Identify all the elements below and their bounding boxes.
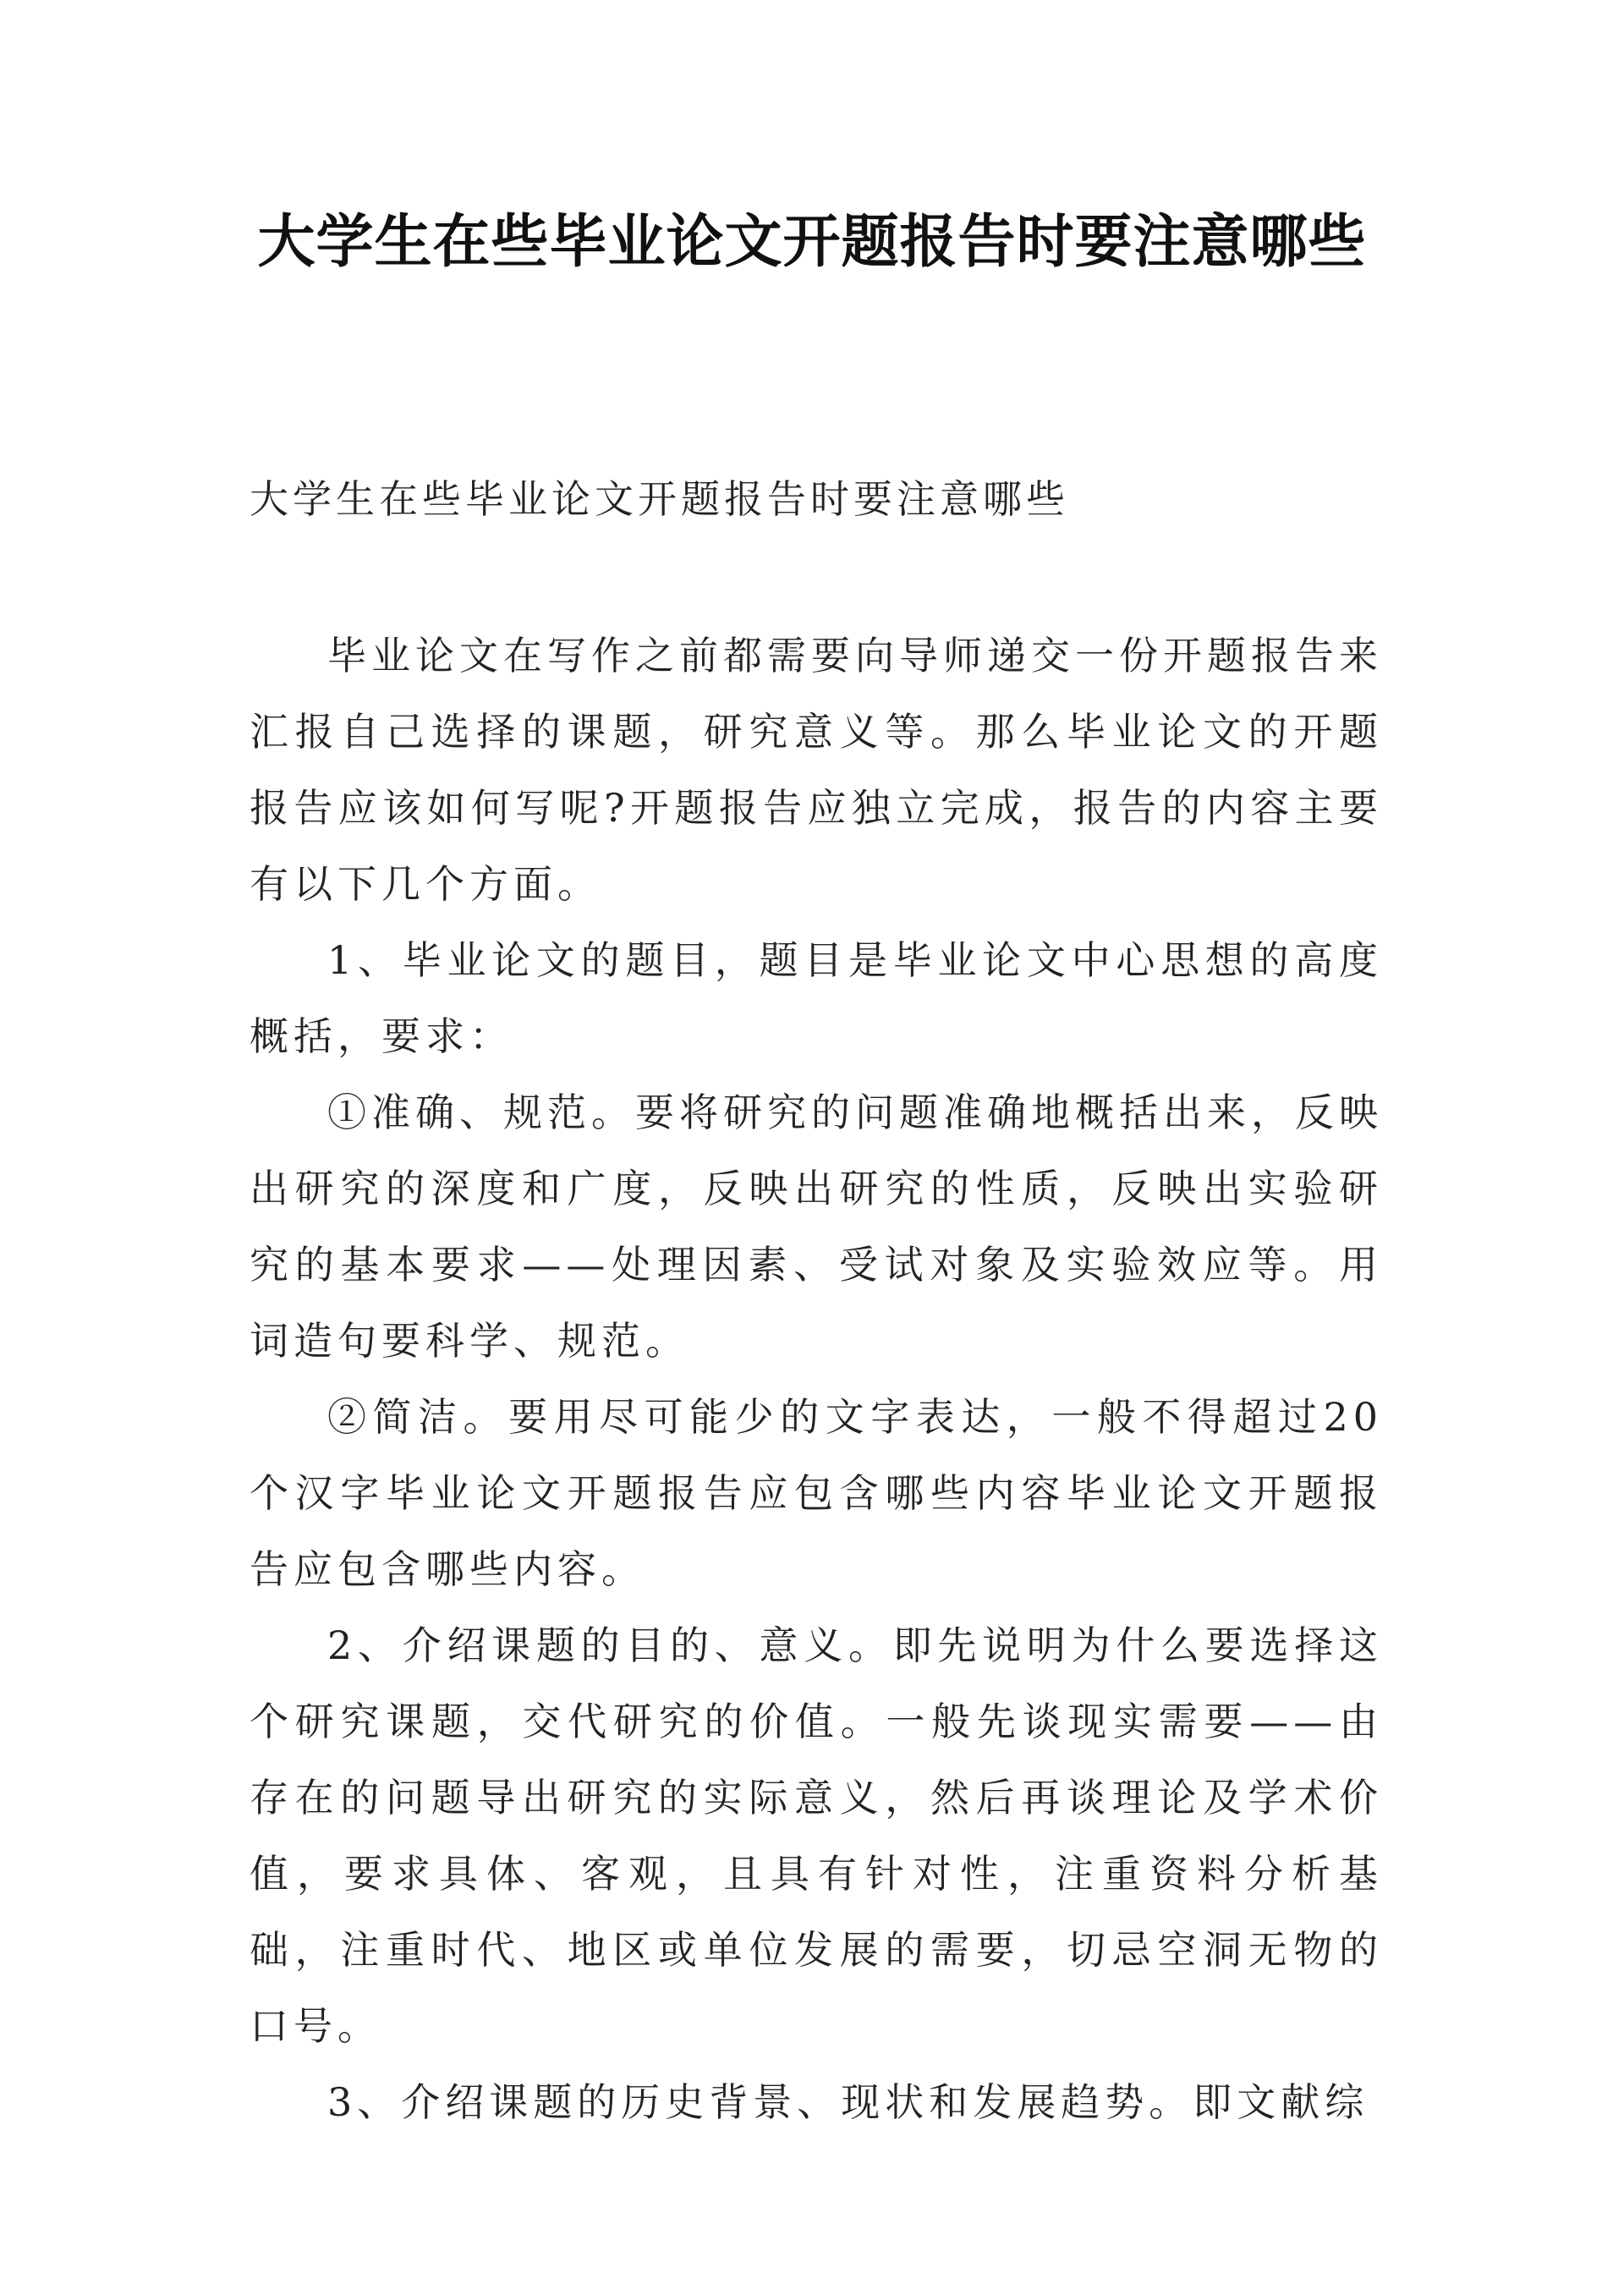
paragraph-section-3: 3、介绍课题的历史背景、现状和发展趋势。即文献综	[327, 2079, 1369, 2125]
document-body	[250, 618, 1383, 2140]
paragraph-item-accurate: ①准确、规范。要将研究的问题准确地概括出来，反映出研究的深度和广度，反映出研究的性质，反映出实验研究的基本要求——处理因素、受试对象及实验效应等。用词造句要科学、规范。	[250, 1090, 1383, 1364]
paragraph-section-1: 1、毕业论文的题目，题目是毕业论文中心思想的高度概括，要求：	[250, 937, 1383, 1059]
document-title: 大学生在些毕业论文开题报告时要注意哪些	[257, 209, 1367, 276]
paragraph-section-2: 2、介绍课题的目的、意义。即先说明为什么要选择这个研究课题，交代研究的价值。一般先谈现实需要——由存在的问题导出研究的实际意义，然后再谈理论及学术价值，要求具体、客观，且具有针对性，注重资料分析基础，注重时代、地区或单位发展的需要，切忌空洞无物的口号。	[250, 1622, 1383, 2049]
paragraph-item-concise: ②简洁。要用尽可能少的文字表达，一般不得超过20个汉字毕业论文开题报告应包含哪些内容毕业论文开题报告应包含哪些内容。	[250, 1394, 1383, 1592]
paragraph-intro: 毕业论文在写作之前都需要向导师递交一份开题报告来汇报自己选择的课题，研究意义等。那么毕业论文的开题报告应该如何写呢?开题报告应独立完成，报告的内容主要有以下几个方面。	[250, 633, 1383, 907]
document-subtitle: 大学生在些毕业论文开题报告时要注意哪些	[250, 476, 1069, 522]
